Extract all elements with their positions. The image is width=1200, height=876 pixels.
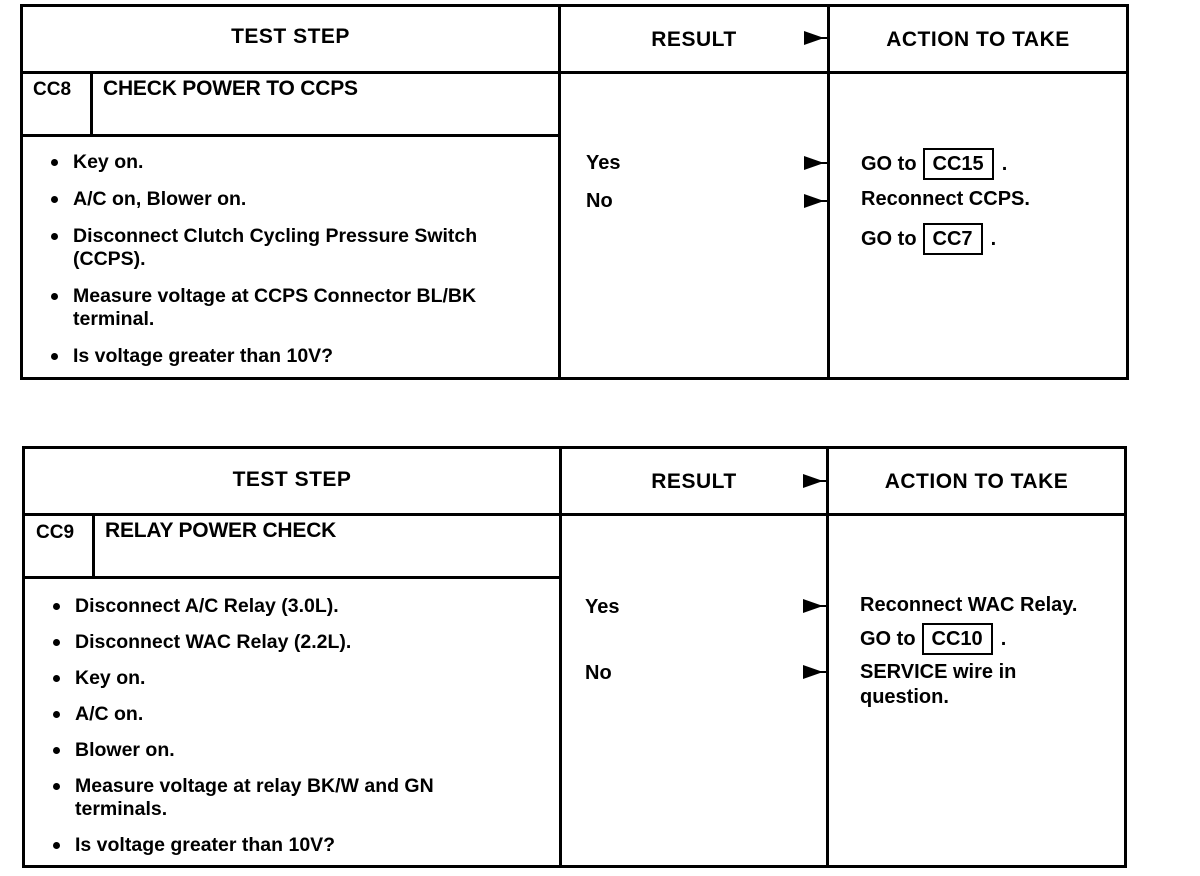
go-to-label: GO to — [861, 228, 917, 250]
step-list — [47, 595, 527, 857]
result-yes: Yes — [586, 152, 621, 174]
header-result: RESULT — [651, 28, 737, 51]
header-action: ACTION TO TAKE — [884, 470, 1069, 493]
arrow-icon — [804, 31, 824, 45]
action-yes — [860, 621, 1006, 657]
step-item: Disconnect A/C Relay (3.0L). — [47, 595, 527, 618]
step-item: Blower on. — [47, 739, 527, 762]
step-code: CC8 — [33, 79, 72, 100]
test-table-cc9 — [22, 446, 1127, 868]
step-code: CC9 — [36, 522, 75, 543]
code-divider — [90, 71, 93, 134]
code-divider — [92, 513, 95, 576]
header-divider — [25, 513, 1124, 516]
period: . — [1001, 153, 1008, 175]
action-yes — [861, 146, 1007, 182]
step-title: CHECK POWER TO CCPS — [103, 77, 358, 100]
step-item: Key on. — [45, 151, 550, 174]
step-item: A/C on, Blower on. — [45, 188, 550, 211]
step-reference-box: CC10 — [922, 623, 993, 655]
step-reference-box: CC7 — [923, 223, 983, 255]
column-divider — [559, 449, 562, 865]
step-list — [45, 151, 550, 368]
step-item: Measure voltage at relay BK/W and GN terminals. — [47, 775, 527, 821]
action-no-note: Reconnect CCPS. — [861, 188, 1030, 210]
header-result: RESULT — [651, 470, 737, 493]
step-item: Is voltage greater than 10V? — [47, 834, 527, 857]
header-action: ACTION TO TAKE — [886, 28, 1070, 51]
step-title: RELAY POWER CHECK — [105, 519, 337, 542]
result-no: No — [585, 662, 612, 684]
period: . — [990, 228, 997, 250]
arrow-icon — [803, 474, 823, 488]
title-divider — [25, 576, 559, 579]
header-test-step: TEST STEP — [232, 468, 352, 491]
go-to-label: GO to — [861, 153, 917, 175]
test-table-cc8 — [20, 4, 1129, 380]
arrow-icon — [803, 665, 823, 679]
go-to-label: GO to — [860, 628, 916, 650]
step-reference-box: CC15 — [923, 148, 994, 180]
column-divider — [827, 7, 830, 377]
result-yes: Yes — [585, 596, 620, 618]
header-divider — [23, 71, 1126, 74]
action-no-note: SERVICE wire in question. — [860, 661, 1017, 708]
step-item: Measure voltage at CCPS Connector BL/BK terminal. — [45, 285, 550, 331]
arrow-icon — [804, 156, 824, 170]
result-no: No — [586, 190, 613, 212]
arrow-icon — [804, 194, 824, 208]
step-item: Disconnect Clutch Cycling Pressure Switch (CCPS). — [45, 225, 550, 271]
action-no — [861, 221, 996, 257]
column-divider — [826, 449, 829, 865]
action-yes-note: Reconnect WAC Relay. — [860, 594, 1078, 616]
period: . — [1000, 628, 1007, 650]
step-item: Key on. — [47, 667, 527, 690]
header-test-step: TEST STEP — [231, 25, 350, 48]
column-divider — [558, 7, 561, 377]
step-item: Is voltage greater than 10V? — [45, 345, 550, 368]
step-item: A/C on. — [47, 703, 527, 726]
arrow-icon — [803, 599, 823, 613]
title-divider — [23, 134, 558, 137]
step-item: Disconnect WAC Relay (2.2L). — [47, 631, 527, 654]
